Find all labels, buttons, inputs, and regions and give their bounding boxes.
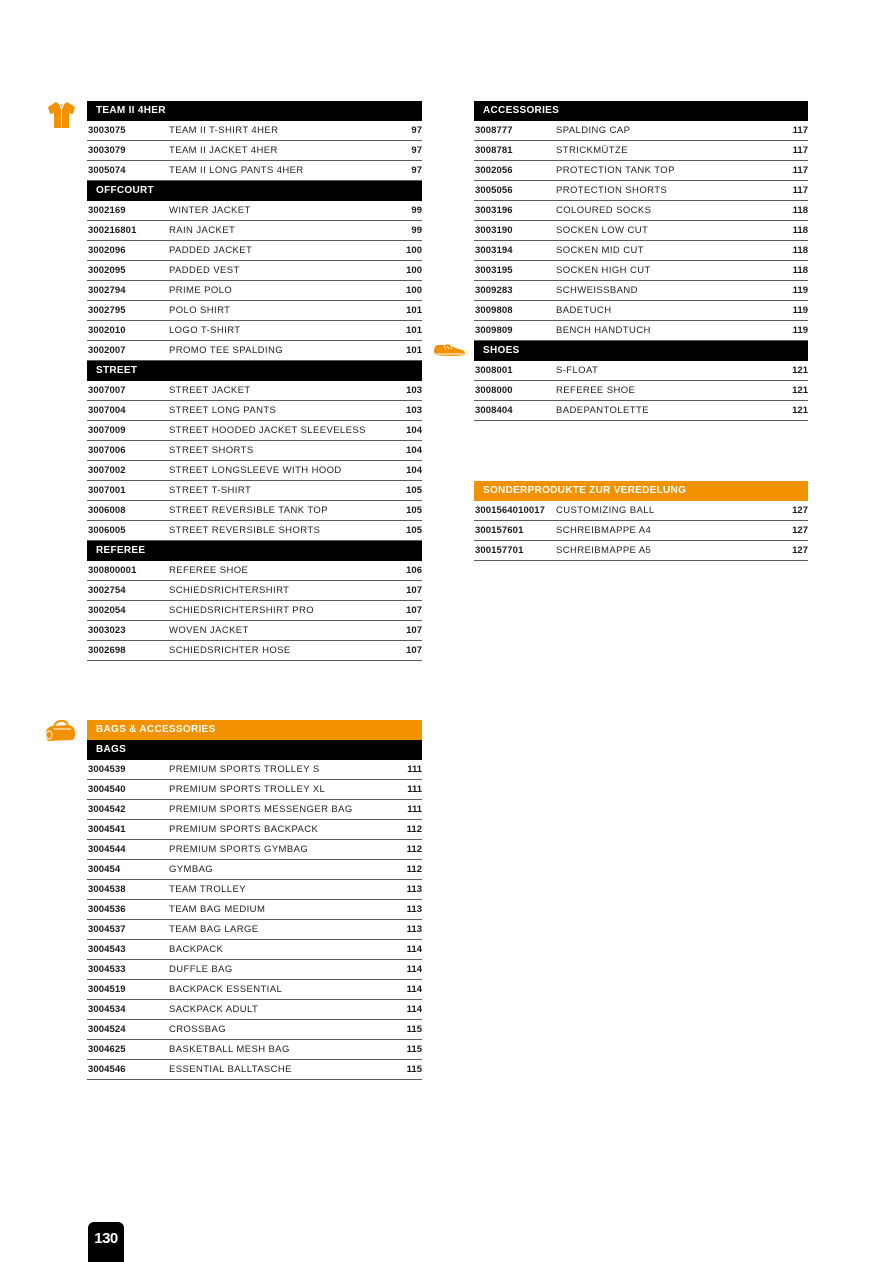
product-code: 3003190: [475, 225, 513, 236]
table-row: [474, 521, 808, 541]
product-code: 3003079: [88, 145, 126, 156]
product-name: POLO SHIRT: [169, 305, 231, 316]
product-code: 3005074: [88, 165, 126, 176]
table-row: [474, 201, 808, 221]
product-name: TEAM TROLLEY: [169, 884, 246, 895]
product-name: PREMIUM SPORTS TROLLEY S: [169, 764, 320, 775]
page-reference: 118: [792, 265, 808, 276]
product-code: 300800001: [88, 565, 137, 576]
table-row: [87, 1060, 422, 1080]
table-row: [87, 281, 422, 301]
table-row: [474, 121, 808, 141]
product-code: 3001564010017: [475, 505, 545, 516]
product-name: WOVEN JACKET: [169, 625, 249, 636]
product-code: 3004544: [88, 844, 126, 855]
product-code: 3009808: [475, 305, 513, 316]
page-reference: 118: [792, 245, 808, 256]
product-name: WINTER JACKET: [169, 205, 251, 216]
table-row: [87, 201, 422, 221]
product-name: SCHWEISSBAND: [556, 285, 638, 296]
table-row: [87, 760, 422, 780]
section-header: BAGS & ACCESSORIES: [87, 720, 422, 740]
page-reference: 104: [406, 465, 422, 476]
product-code: 3008781: [475, 145, 513, 156]
page-reference: 117: [792, 185, 808, 196]
table-row: [87, 421, 422, 441]
table-row: [87, 601, 422, 621]
product-name: DUFFLE BAG: [169, 964, 233, 975]
page-reference: 119: [792, 305, 808, 316]
product-name: TEAM BAG MEDIUM: [169, 904, 266, 915]
product-code: 3006008: [88, 505, 126, 516]
product-name: BADEPANTOLETTE: [556, 405, 649, 416]
product-name: PADDED JACKET: [169, 245, 253, 256]
product-code: 3003075: [88, 125, 126, 136]
page-reference: 106: [406, 565, 422, 576]
page-reference: 121: [792, 385, 808, 396]
table-row: [474, 221, 808, 241]
section-header: REFEREE: [87, 541, 422, 561]
table-row: [87, 820, 422, 840]
page-reference: 111: [407, 784, 422, 795]
table-row: [87, 900, 422, 920]
product-code: 3009809: [475, 325, 513, 336]
table-row: [87, 860, 422, 880]
product-code: 3003023: [88, 625, 126, 636]
table-row: [474, 281, 808, 301]
product-name: PRIME POLO: [169, 285, 233, 296]
page-reference: 121: [792, 405, 808, 416]
page-reference: 101: [406, 345, 422, 356]
page-reference: 118: [792, 225, 808, 236]
product-code: 3007006: [88, 445, 126, 456]
table-row: [87, 121, 422, 141]
page-reference: 114: [406, 964, 422, 975]
shirt-icon: [47, 101, 76, 129]
product-name: BADETUCH: [556, 305, 612, 316]
table-row: [474, 321, 808, 341]
product-name: LOGO T-SHIRT: [169, 325, 241, 336]
page-reference: 99: [411, 205, 422, 216]
product-name: STREET HOODED JACKET SLEEVELESS: [169, 425, 366, 436]
table-row: [474, 161, 808, 181]
product-code: 3002054: [88, 605, 126, 616]
table-row: [474, 401, 808, 421]
page-reference: 112: [406, 864, 422, 875]
product-code: 3002754: [88, 585, 126, 596]
product-name: PREMIUM SPORTS BACKPACK: [169, 824, 319, 835]
product-name: ESSENTIAL BALLTASCHE: [169, 1064, 292, 1075]
product-name: SCHREIBMAPPE A5: [556, 545, 652, 556]
product-code: 3003194: [475, 245, 513, 256]
product-code: 3008000: [475, 385, 513, 396]
page-reference: 100: [406, 285, 422, 296]
page-reference: 105: [406, 505, 422, 516]
product-name: GYMBAG: [169, 864, 214, 875]
subsection-header: BAGS: [87, 740, 422, 760]
table-row: [474, 181, 808, 201]
product-code: 3004536: [88, 904, 126, 915]
product-name: STREET REVERSIBLE SHORTS: [169, 525, 321, 536]
page-reference: 115: [406, 1064, 422, 1075]
product-name: STREET SHORTS: [169, 445, 254, 456]
product-name: SOCKEN HIGH CUT: [556, 265, 651, 276]
product-name: SCHIEDSRICHTERSHIRT PRO: [169, 605, 315, 616]
table-row: [87, 920, 422, 940]
product-code: 3002056: [475, 165, 513, 176]
product-name: TEAM BAG LARGE: [169, 924, 259, 935]
page-reference: 105: [406, 485, 422, 496]
section-header: TEAM II 4HER: [87, 101, 422, 121]
page-reference: 112: [406, 824, 422, 835]
section-header: SHOES: [474, 341, 808, 361]
table-row: [87, 960, 422, 980]
page-reference: 104: [406, 425, 422, 436]
table-row: [87, 800, 422, 820]
page-reference: 100: [406, 245, 422, 256]
page-reference: 111: [407, 804, 422, 815]
page-reference: 114: [406, 944, 422, 955]
product-name: PREMIUM SPORTS TROLLEY XL: [169, 784, 326, 795]
table-row: [87, 401, 422, 421]
product-code: 3004519: [88, 984, 126, 995]
bag-icon: [43, 720, 77, 742]
page-reference: 100: [406, 265, 422, 276]
product-code: 3005056: [475, 185, 513, 196]
product-name: SOCKEN LOW CUT: [556, 225, 649, 236]
table-row: [87, 840, 422, 860]
catalog-index-left-column: [87, 101, 422, 661]
page-reference: 107: [406, 585, 422, 596]
table-row: [87, 261, 422, 281]
product-code: 300454: [88, 864, 121, 875]
table-row: [87, 521, 422, 541]
page-reference: 97: [411, 145, 422, 156]
page-reference: 127: [792, 525, 808, 536]
page-reference: 103: [406, 405, 422, 416]
page-reference: 103: [406, 385, 422, 396]
page-reference: 127: [792, 505, 808, 516]
product-code: 300157601: [475, 525, 524, 536]
product-code: 3004541: [88, 824, 126, 835]
product-name: PROTECTION SHORTS: [556, 185, 668, 196]
product-code: 3004543: [88, 944, 126, 955]
product-name: PREMIUM SPORTS GYMBAG: [169, 844, 309, 855]
product-code: 3007009: [88, 425, 126, 436]
page-reference: 113: [406, 924, 422, 935]
product-code: 3007002: [88, 465, 126, 476]
table-row: [87, 441, 422, 461]
section-header: SONDERPRODUKTE ZUR VEREDELUNG: [474, 481, 808, 501]
product-name: BACKPACK: [169, 944, 224, 955]
page-reference: 101: [406, 305, 422, 316]
bags-accessories-table: [87, 720, 422, 1080]
product-code: 3007007: [88, 385, 126, 396]
page-reference: 101: [406, 325, 422, 336]
catalog-index-right-column: [474, 101, 808, 421]
page-reference: 107: [406, 605, 422, 616]
product-name: TEAM II JACKET 4HER: [169, 145, 278, 156]
table-row: [87, 381, 422, 401]
table-row: [87, 341, 422, 361]
page-reference: 113: [406, 904, 422, 915]
page-reference: 119: [792, 325, 808, 336]
product-code: 3004534: [88, 1004, 126, 1015]
table-row: [474, 361, 808, 381]
product-name: CROSSBAG: [169, 1024, 227, 1035]
page-reference: 97: [411, 165, 422, 176]
product-code: 3003195: [475, 265, 513, 276]
page-reference: 121: [792, 365, 808, 376]
section-header: ACCESSORIES: [474, 101, 808, 121]
table-row: [87, 1020, 422, 1040]
product-name: CUSTOMIZING BALL: [556, 505, 655, 516]
product-name: SACKPACK ADULT: [169, 1004, 259, 1015]
table-row: [87, 321, 422, 341]
product-code: 3002095: [88, 265, 126, 276]
product-name: S-FLOAT: [556, 365, 599, 376]
page-reference: 115: [406, 1044, 422, 1055]
special-products-table: [474, 481, 808, 561]
product-code: 3008777: [475, 125, 513, 136]
table-row: [87, 980, 422, 1000]
table-row: [87, 501, 422, 521]
page-reference: 127: [792, 545, 808, 556]
table-row: [87, 1000, 422, 1020]
product-code: 3003196: [475, 205, 513, 216]
product-name: PROTECTION TANK TOP: [556, 165, 675, 176]
table-row: [87, 641, 422, 661]
product-code: 3002169: [88, 205, 126, 216]
page-reference: 117: [792, 165, 808, 176]
page-reference: 117: [792, 125, 808, 136]
table-row: [474, 241, 808, 261]
product-code: 3002794: [88, 285, 126, 296]
product-name: STREET LONG PANTS: [169, 405, 277, 416]
product-code: 3004524: [88, 1024, 126, 1035]
product-code: 3004533: [88, 964, 126, 975]
product-code: 3007001: [88, 485, 126, 496]
shoe-icon: [432, 340, 466, 358]
table-row: [87, 161, 422, 181]
product-code: 3008404: [475, 405, 513, 416]
table-row: [87, 581, 422, 601]
product-name: STREET T-SHIRT: [169, 485, 252, 496]
page-reference: 113: [406, 884, 422, 895]
product-code: 3004539: [88, 764, 126, 775]
product-name: SCHIEDSRICHTERSHIRT: [169, 585, 290, 596]
product-name: STREET LONGSLEEVE WITH HOOD: [169, 465, 342, 476]
product-name: TEAM II T-SHIRT 4HER: [169, 125, 279, 136]
page-reference: 107: [406, 645, 422, 656]
table-row: [474, 261, 808, 281]
product-code: 3008001: [475, 365, 513, 376]
table-row: [87, 621, 422, 641]
table-row: [87, 780, 422, 800]
product-name: COLOURED SOCKS: [556, 205, 652, 216]
page-reference: 112: [406, 844, 422, 855]
product-name: STREET REVERSIBLE TANK TOP: [169, 505, 328, 516]
page-reference: 119: [792, 285, 808, 296]
table-row: [87, 481, 422, 501]
page-reference: 97: [411, 125, 422, 136]
product-name: SCHREIBMAPPE A4: [556, 525, 652, 536]
product-code: 3004537: [88, 924, 126, 935]
page-reference: 104: [406, 445, 422, 456]
product-code: 3002010: [88, 325, 126, 336]
product-name: SPALDING CAP: [556, 125, 631, 136]
product-code: 3004538: [88, 884, 126, 895]
product-code: 3004542: [88, 804, 126, 815]
product-code: 3004546: [88, 1064, 126, 1075]
product-code: 3009283: [475, 285, 513, 296]
product-name: PROMO TEE SPALDING: [169, 345, 284, 356]
product-name: BACKPACK ESSENTIAL: [169, 984, 283, 995]
product-name: REFEREE SHOE: [169, 565, 249, 576]
product-name: STRICKMÜTZE: [556, 145, 628, 156]
table-row: [474, 541, 808, 561]
product-code: 3007004: [88, 405, 126, 416]
page-reference: 117: [792, 145, 808, 156]
page-reference: 114: [406, 984, 422, 995]
product-name: TEAM II LONG PANTS 4HER: [169, 165, 304, 176]
table-row: [87, 221, 422, 241]
table-row: [87, 1040, 422, 1060]
product-code: 3002096: [88, 245, 126, 256]
product-name: RAIN JACKET: [169, 225, 236, 236]
page-reference: 118: [792, 205, 808, 216]
table-row: [474, 381, 808, 401]
page-reference: 107: [406, 625, 422, 636]
product-code: 3004540: [88, 784, 126, 795]
product-name: PREMIUM SPORTS MESSENGER BAG: [169, 804, 353, 815]
table-row: [474, 501, 808, 521]
table-row: [474, 301, 808, 321]
section-header: OFFCOURT: [87, 181, 422, 201]
product-code: 3004625: [88, 1044, 126, 1055]
product-name: BASKETBALL MESH BAG: [169, 1044, 290, 1055]
table-row: [87, 301, 422, 321]
section-header: STREET: [87, 361, 422, 381]
product-name: SOCKEN MID CUT: [556, 245, 644, 256]
page-number: 130: [88, 1222, 124, 1262]
product-name: STREET JACKET: [169, 385, 251, 396]
page-reference: 115: [406, 1024, 422, 1035]
table-row: [87, 880, 422, 900]
page-reference: 114: [406, 1004, 422, 1015]
product-code: 3002795: [88, 305, 126, 316]
product-name: BENCH HANDTUCH: [556, 325, 651, 336]
page-reference: 99: [411, 225, 422, 236]
product-name: SCHIEDSRICHTER HOSE: [169, 645, 291, 656]
product-code: 300216801: [88, 225, 137, 236]
product-code: 3002007: [88, 345, 126, 356]
product-name: PADDED VEST: [169, 265, 240, 276]
product-name: REFEREE SHOE: [556, 385, 636, 396]
table-row: [87, 241, 422, 261]
table-row: [87, 561, 422, 581]
table-row: [87, 940, 422, 960]
page-reference: 105: [406, 525, 422, 536]
product-code: 300157701: [475, 545, 524, 556]
table-row: [87, 461, 422, 481]
table-row: [474, 141, 808, 161]
product-code: 3002698: [88, 645, 126, 656]
page-reference: 111: [407, 764, 422, 775]
table-row: [87, 141, 422, 161]
product-code: 3006005: [88, 525, 126, 536]
